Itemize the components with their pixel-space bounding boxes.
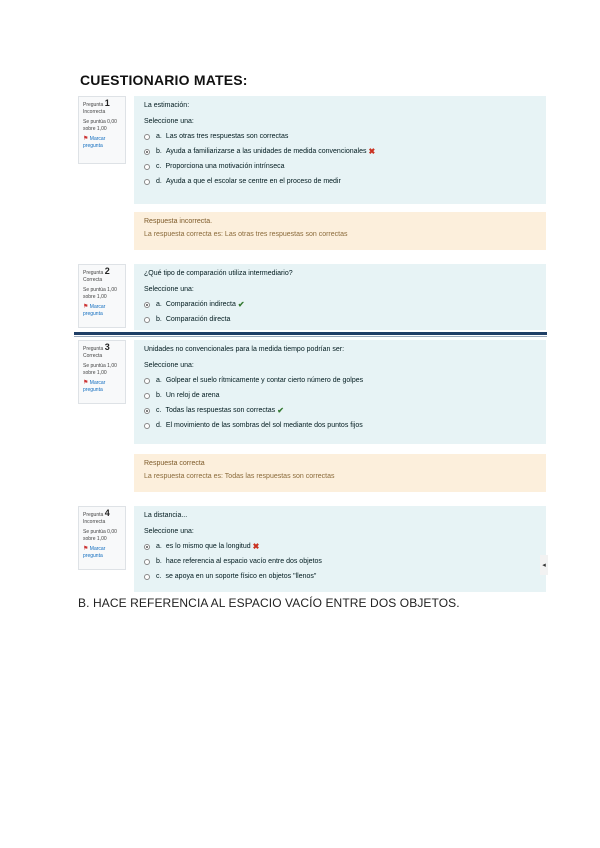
answer-prompt: Seleccione una: (144, 362, 194, 369)
answer-option[interactable]: c. Proporciona una motivación intrínseca (144, 159, 536, 174)
question-content (134, 340, 546, 444)
correct-icon: ✔ (277, 406, 284, 415)
answer-option[interactable]: d. Ayuda a que el escolar se centre en el proceso de medir (144, 174, 536, 189)
radio-button[interactable] (144, 378, 150, 384)
question-score: Se puntúa 0,00 sobre 1,00 (83, 119, 117, 132)
answer-option[interactable]: b. Comparación directa (144, 312, 536, 327)
feedback-text: La respuesta correcta es: Las otras tres respuestas son correctas (144, 231, 348, 238)
question-score: Se puntúa 0,00 sobre 1,00 (83, 529, 117, 542)
question-state: Correcta (83, 277, 103, 283)
question-info (78, 264, 126, 328)
radio-button-selected[interactable] (144, 408, 150, 414)
feedback-title: Respuesta correcta (144, 460, 205, 467)
answer-note: B. HACE REFERENCIA AL ESPACIO VACÍO ENTRE DOS OBJETOS. (78, 596, 460, 610)
question-content (134, 506, 546, 592)
incorrect-icon: ✖ (252, 542, 260, 551)
radio-button-selected[interactable] (144, 302, 150, 308)
radio-button[interactable] (144, 393, 150, 399)
question-3 (78, 340, 546, 492)
question-number: Pregunta 2 (83, 266, 110, 276)
flag-icon: ⚑ (83, 546, 89, 552)
answer-option[interactable]: c. se apoya en un soporte físico en objetos "llenos" (144, 569, 536, 584)
answer-prompt: Seleccione una: (144, 528, 194, 535)
answer-option[interactable]: b. Ayuda a familiarizarse a las unidades de medida convencionales ✖ (144, 144, 536, 159)
question-score: Se puntúa 1,00 sobre 1,00 (83, 363, 117, 376)
answer-option[interactable]: a. Comparación indirecta ✔ (144, 297, 536, 312)
question-state: Incorrecta (83, 519, 106, 525)
question-content (134, 96, 546, 204)
question-score: Se puntúa 1,00 sobre 1,00 (83, 287, 117, 300)
answer-option[interactable]: b. hace referencia al espacio vacío entre dos objetos (144, 554, 536, 569)
incorrect-icon: ✖ (368, 147, 376, 156)
screenshot-divider (74, 332, 547, 335)
question-feedback (134, 212, 546, 250)
answer-prompt: Seleccione una: (144, 286, 194, 293)
question-text: La estimación: (144, 102, 190, 109)
answer-option[interactable]: b. Un reloj de arena (144, 388, 536, 403)
answer-option[interactable]: a. es lo mismo que la longitud ✖ (144, 539, 536, 554)
question-number: Pregunta 1 (83, 98, 110, 108)
question-1 (78, 96, 546, 251)
flag-question-link[interactable]: ⚑ Marcar pregunta (83, 136, 106, 149)
question-state: Correcta (83, 353, 103, 359)
answer-option[interactable]: d. El movimiento de las sombras del sol mediante dos puntos fijos (144, 418, 536, 433)
radio-button-selected[interactable] (144, 149, 150, 155)
question-content (134, 264, 546, 330)
answer-option[interactable]: a. Golpear el suelo rítmicamente y contar cierto número de golpes (144, 373, 536, 388)
feedback-title: Respuesta incorrecta. (144, 218, 213, 225)
flag-question-link[interactable]: ⚑ Marcar pregunta (83, 380, 106, 393)
radio-button-selected[interactable] (144, 544, 150, 550)
flag-question-link[interactable]: ⚑ Marcar pregunta (83, 304, 106, 317)
screenshot-divider-shadow (74, 336, 547, 337)
radio-button[interactable] (144, 423, 150, 429)
correct-icon: ✔ (237, 300, 245, 309)
question-number: Pregunta 4 (83, 508, 110, 518)
answer-option[interactable]: c. Todas las respuestas son correctas ✔ (144, 403, 536, 418)
question-info (78, 96, 126, 164)
question-feedback (134, 454, 546, 492)
question-state: Incorrecta (83, 109, 106, 115)
radio-button[interactable] (144, 574, 150, 580)
answer-option[interactable]: a. Las otras tres respuestas son correctas (144, 129, 536, 144)
question-info (78, 506, 126, 570)
flag-icon: ⚑ (83, 304, 89, 310)
radio-button[interactable] (144, 317, 150, 323)
flag-question-link[interactable]: ⚑ Marcar pregunta (83, 546, 106, 559)
flag-icon: ⚑ (83, 136, 89, 142)
answer-prompt: Seleccione una: (144, 118, 194, 125)
question-4 (78, 506, 546, 592)
radio-button[interactable] (144, 559, 150, 565)
scroll-left-arrow-icon[interactable]: ◂ (540, 555, 548, 575)
question-text: Unidades no convencionales para la medida tiempo podrían ser: (144, 346, 345, 353)
question-text: ¿Qué tipo de comparación utiliza intermediario? (144, 270, 293, 277)
question-number: Pregunta 3 (83, 342, 110, 352)
radio-button[interactable] (144, 164, 150, 170)
flag-icon: ⚑ (83, 380, 89, 386)
feedback-text: La respuesta correcta es: Todas las respuestas son correctas (144, 473, 335, 480)
radio-button[interactable] (144, 134, 150, 140)
question-2 (78, 264, 546, 330)
question-info (78, 340, 126, 404)
document-title: CUESTIONARIO MATES: (80, 72, 248, 88)
radio-button[interactable] (144, 179, 150, 185)
question-text: La distancia... (144, 512, 188, 519)
